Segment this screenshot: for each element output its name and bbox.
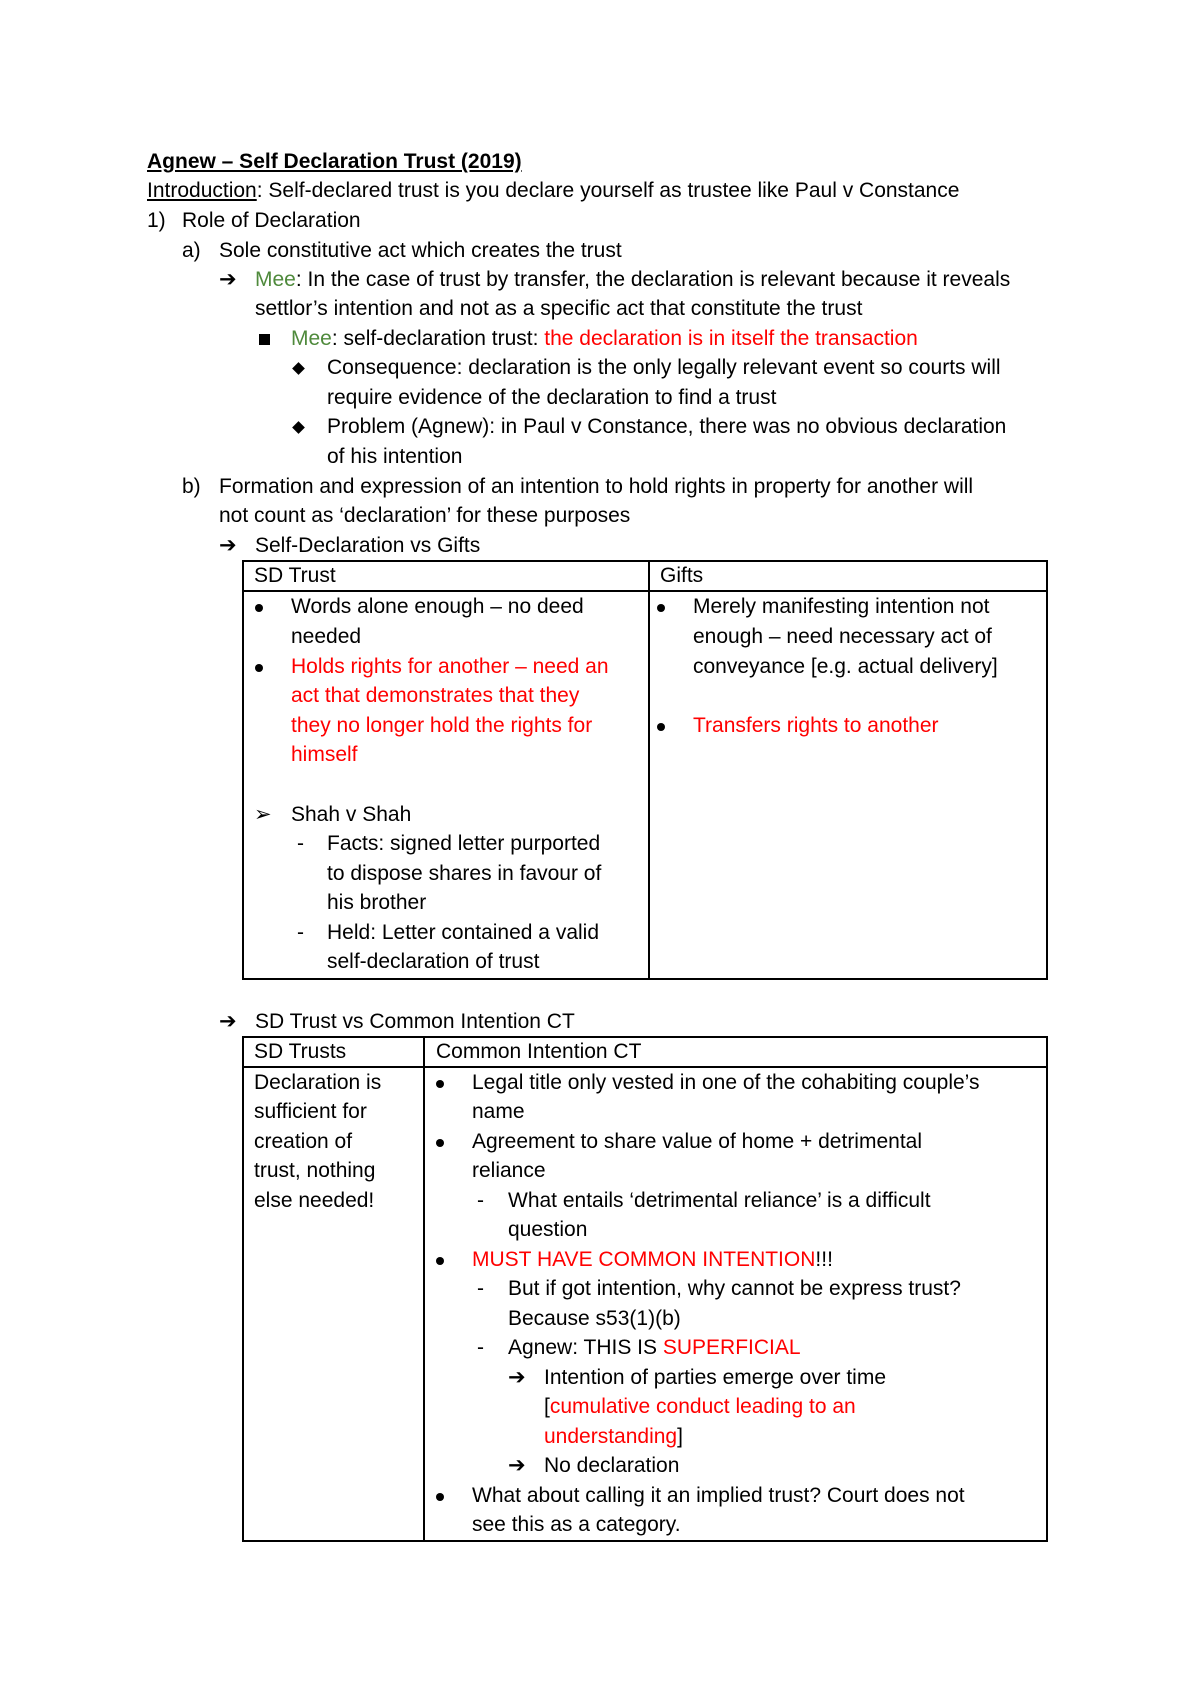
facts-line-1: Facts: signed letter purported <box>327 832 601 855</box>
item-b-line-2: not count as ‘declaration’ for these purposes <box>219 504 631 527</box>
arrow-right-icon: ➔ <box>508 1366 526 1389</box>
t2-left-line-5: else needed! <box>254 1189 375 1212</box>
arrow-right-icon: ➔ <box>219 1010 237 1033</box>
introduction-label: Introduction <box>147 179 257 202</box>
dash-icon: - <box>477 1189 484 1212</box>
t2-left-line-2: sufficient for <box>254 1100 367 1123</box>
bullet-icon <box>436 1139 444 1147</box>
t1-left-bullet-2-line-4: himself <box>291 743 358 766</box>
t2-left-line-3: creation of <box>254 1130 353 1153</box>
problem-line-2: of his intention <box>327 445 463 468</box>
bullet-icon <box>255 604 263 612</box>
compare-heading-ct: SD Trust vs Common Intention CT <box>255 1010 575 1033</box>
arrow-right-icon: ➔ <box>219 534 237 557</box>
t2-right-sub-3: Agnew: THIS IS SUPERFICIAL <box>508 1336 801 1359</box>
item-b-marker: b) <box>182 475 201 498</box>
t2-right-bullet-3: MUST HAVE COMMON INTENTION!!! <box>472 1248 833 1271</box>
t2-left-line-1: Declaration is <box>254 1071 382 1094</box>
bullet-icon <box>657 723 665 731</box>
mee-name: Mee <box>291 327 332 350</box>
table1-header-sd-trust: SD Trust <box>254 564 336 587</box>
t1-left-bullet-1-line-1: Words alone enough – no deed <box>291 595 584 618</box>
table2-header-sd-trusts: SD Trusts <box>254 1040 347 1063</box>
t2-right-bullet-4-line-1: What about calling it an implied trust? Court does not <box>472 1484 965 1507</box>
mee-point-2: Mee: self-declaration trust: the declaration is in itself the transaction <box>291 327 918 350</box>
t2-right-sub-2-line-1: But if got intention, why cannot be express trust? <box>508 1277 961 1300</box>
item-a-text: Sole constitutive act which creates the trust <box>219 239 622 262</box>
introduction-line <box>147 176 959 206</box>
section-1-number: 1) <box>147 209 166 232</box>
held-line-2: self-declaration of trust <box>327 950 540 973</box>
section-1-heading: Role of Declaration <box>182 209 361 232</box>
t1-right-bullet-1-line-2: enough – need necessary act of <box>693 625 992 648</box>
t2-right-bullet-4-line-2: see this as a category. <box>472 1513 681 1536</box>
facts-line-3: his brother <box>327 891 427 914</box>
mee-point-1: Mee: In the case of trust by transfer, the declaration is relevant because it reveals <box>255 268 1011 291</box>
t2-right-sub-1-line-2: question <box>508 1218 588 1241</box>
t1-left-bullet-2-line-2: act that demonstrates that they <box>291 684 580 707</box>
diamond-bullet-icon <box>292 421 305 434</box>
item-b-line-1: Formation and expression of an intention to hold rights in property for another will <box>219 475 974 498</box>
t1-right-bullet-1-line-1: Merely manifesting intention not <box>693 595 990 618</box>
t2-right-sub-1-line-1: What entails ‘detrimental reliance’ is a difficult <box>508 1189 931 1212</box>
dash-icon: - <box>477 1336 484 1359</box>
problem-line-1: Problem (Agnew): in Paul v Constance, there was no obvious declaration <box>327 415 1007 438</box>
t1-left-bullet-1-line-2: needed <box>291 625 362 648</box>
t2-right-sub-2-line-2: Because s53(1)(b) <box>508 1307 681 1330</box>
t1-right-bullet-2: Transfers rights to another <box>693 714 939 737</box>
t2-arrow-1-line-2: [cumulative conduct leading to an <box>544 1395 856 1418</box>
table1-header-gifts: Gifts <box>660 564 704 587</box>
case-arrowhead-icon: ➢ <box>254 803 272 826</box>
dash-icon: - <box>297 921 304 944</box>
item-a-marker: a) <box>182 239 201 262</box>
bullet-icon <box>436 1257 444 1265</box>
t2-right-bullet-2-line-1: Agreement to share value of home + detrimental <box>472 1130 923 1153</box>
mee-name: Mee <box>255 268 296 291</box>
dash-icon: - <box>297 832 304 855</box>
table2-header-common-intention: Common Intention CT <box>436 1040 642 1063</box>
introduction-text: : Self-declared trust is you declare yourself as trustee like Paul v Constance <box>256 179 960 202</box>
t1-right-bullet-1-line-3: conveyance [e.g. actual delivery] <box>693 655 998 678</box>
facts-line-2: to dispose shares in favour of <box>327 862 602 885</box>
held-line-1: Held: Letter contained a valid <box>327 921 600 944</box>
document-title: Agnew – Self Declaration Trust (2019) <box>147 150 522 173</box>
t1-left-bullet-2-line-3: they no longer hold the rights for <box>291 714 593 737</box>
t2-arrow-1-line-1: Intention of parties emerge over time <box>544 1366 887 1389</box>
t2-right-bullet-1-line-1: Legal title only vested in one of the cohabiting couple’s <box>472 1071 980 1094</box>
compare-heading-gifts: Self-Declaration vs Gifts <box>255 534 481 557</box>
bullet-icon <box>436 1080 444 1088</box>
arrow-right-icon: ➔ <box>219 268 237 291</box>
consequence-line-2: require evidence of the declaration to find a trust <box>327 386 777 409</box>
bullet-icon <box>436 1493 444 1501</box>
table-divider <box>648 560 650 980</box>
dash-icon: - <box>477 1277 484 1300</box>
bullet-icon <box>657 604 665 612</box>
mee-point-1-cont: settlor’s intention and not as a specific act that constitute the trust <box>255 297 863 320</box>
t2-arrow-1-line-3: understanding] <box>544 1425 683 1448</box>
diamond-bullet-icon <box>292 362 305 375</box>
t2-right-bullet-1-line-2: name <box>472 1100 525 1123</box>
bullet-icon <box>255 664 263 672</box>
case-shah-v-shah: Shah v Shah <box>291 803 412 826</box>
square-bullet-icon <box>259 334 270 345</box>
table-divider <box>423 1036 425 1542</box>
t2-arrow-2: No declaration <box>544 1454 680 1477</box>
t1-left-bullet-2-line-1: Holds rights for another – need an <box>291 655 609 678</box>
consequence-line-1: Consequence: declaration is the only legally relevant event so courts will <box>327 356 1001 379</box>
t2-left-line-4: trust, nothing <box>254 1159 376 1182</box>
t2-right-bullet-2-line-2: reliance <box>472 1159 546 1182</box>
arrow-right-icon: ➔ <box>508 1454 526 1477</box>
